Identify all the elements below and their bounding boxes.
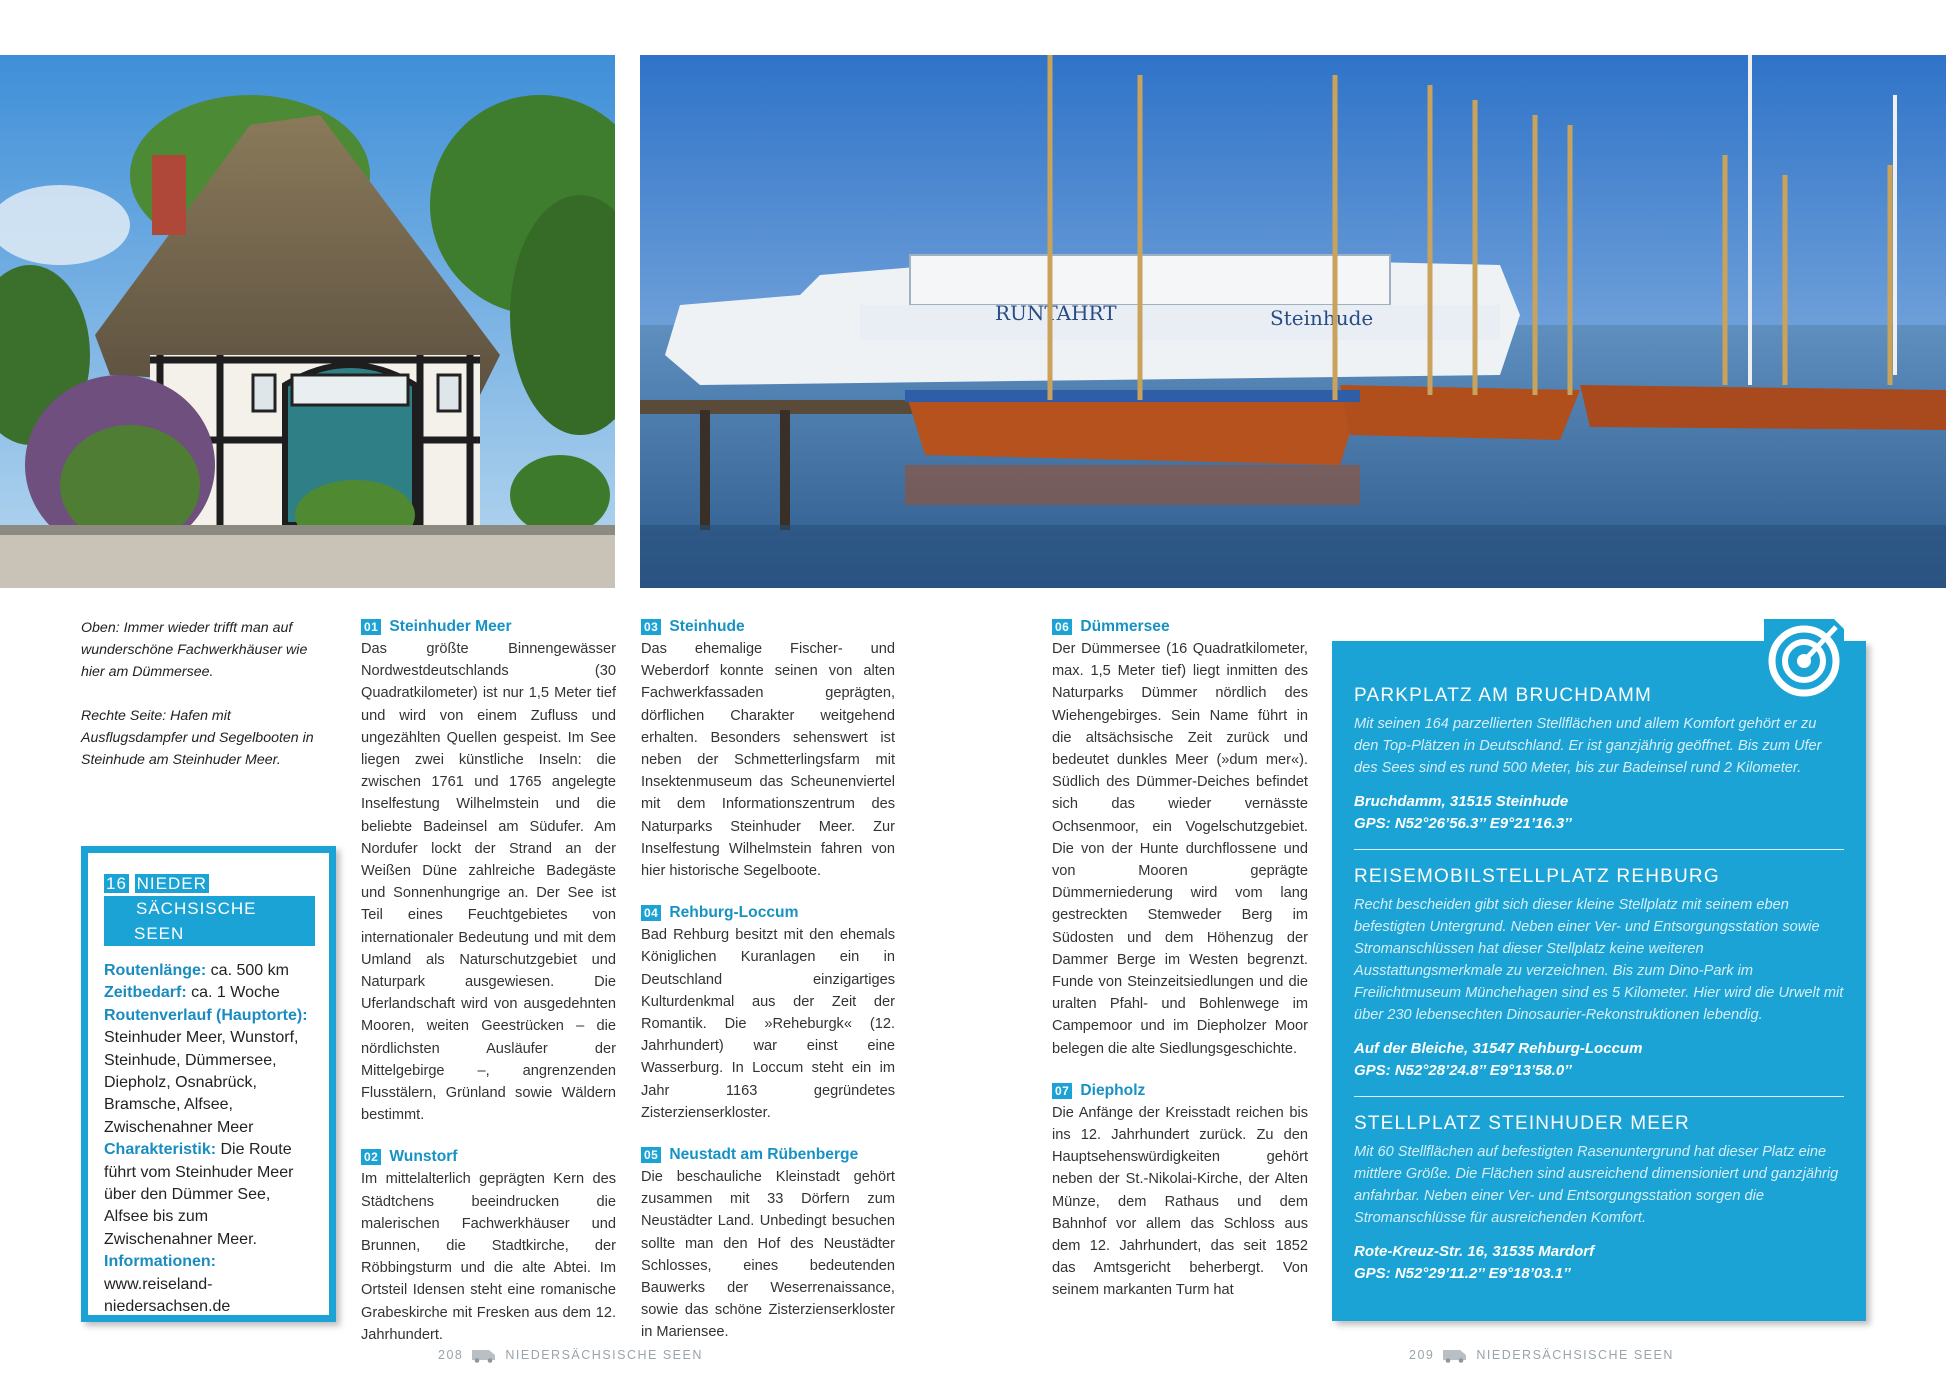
parking-entry <box>1354 1096 1844 1285</box>
route-information: Informationen: www.reiseland-niedersachsen.de <box>104 1253 231 1316</box>
section-rehburg-loccum <box>641 902 895 1124</box>
section-number: 05 <box>641 1147 661 1163</box>
section-number: 06 <box>1052 619 1072 635</box>
ship-name-2: Steinhude <box>1270 306 1374 330</box>
parking-description: Mit 60 Stellflächen auf befestigten Rasenuntergrund hat dieser Platz eine mittlere Größe. Die Flächen sind ausreichend dimensioniert und ganzjährig anfahrbar. Neben einer Ver- und Entsorgungsstation sorgen die Stromanschlüsse für ausreichenden Komfort. <box>1354 1144 1839 1226</box>
page-number-right: 209 <box>1409 1348 1435 1362</box>
section-text: Die beschauliche Kleinstadt gehört zusammen mit 33 Dörfern zum Neustädter Land. Unbedingt besuchen sollte man den Hof des Neustädter Schlosses, eines bedeutenden Bauwerks der Weserrenaissance, sowie das schöne Zisterzienserkloster in Mariensee. <box>641 1169 895 1341</box>
section-text: Das größte Binnengewässer Nordwestdeutschlands (30 Quadratkilometer) ist nur 1,5 Meter tief und wird von einem Zufluss und ungezählten Quellen gespeist. Im See liegen zwei künstliche Inseln: die zwischen 1761 und 1765 angelegte Inselfestung Wilhelmstein und die beliebte Badeinsel am Südufer. Am Nordufer lockt der Strand an der Weißen Düne zahlreiche Badegäste und Sonnenhungrige an. Der See ist Teil eines Feuchtgebietes von internationaler Bedeutung und mit dem Umland als Naturschutzgebiet und Naturpark ausgewiesen. Die Uferlandschaft wird von ausgedehnten Mooren, weiten Geestrücken – die nördlichsten Ausläufer der Mittelgebirge –, angrenzenden Flusstälern, Grünland sowie Wäldern bestimmt. <box>361 641 616 1124</box>
footer-left <box>438 1347 703 1363</box>
parking-description: Recht bescheiden gibt sich dieser kleine Stellplatz mit seinem eben befestigten Untergrund. Neben einer Ver- und Entsorgungsstation sowie Stromanschlüssen hat dieser Stellplatz keine weiteren Ausstattungsmerkmale zu verzeichnen. Bis zum Dino-Park im Freilichtmuseum Münchehagen sind es 5 Kilometer. Hier wird die Urwelt mit über 230 lebensechten Dinosaurier-Rekonstruktionen lebendig. <box>1354 897 1844 1023</box>
parking-title: REISEMOBILSTELLPLATZ REHBURG <box>1354 866 1720 887</box>
camper-van-icon <box>1442 1347 1468 1363</box>
section-wunstorf <box>361 1146 616 1346</box>
section-title: Rehburg-Loccum <box>669 904 799 922</box>
section-duemmersee <box>1052 616 1308 1060</box>
section-diepholz <box>1052 1080 1308 1302</box>
parking-address: Bruchdamm, 31515 Steinhude <box>1354 793 1569 810</box>
parking-title: STELLPLATZ STEINHUDER MEER <box>1354 1113 1690 1134</box>
route-number: 16 <box>106 874 127 893</box>
section-title: Wunstorf <box>389 1148 458 1166</box>
parking-description: Mit seinen 164 parzellierten Stellflächen und allem Komfort gehört er zu den Top-Plätzen in Deutschland. Er ist ganzjährig geöffnet. Bis zum Ufer des Sees sind es rund 500 Meter, bis zur Badeinsel rund 2 Kilometer. <box>1354 716 1822 776</box>
parking-gps: GPS: N52°29’11.2’’ E9°18’03.1’’ <box>1354 1265 1571 1282</box>
parking-gps: GPS: N52°26’56.3’’ E9°21’16.3’’ <box>1354 815 1572 832</box>
section-number: 04 <box>641 905 661 921</box>
parking-entry <box>1354 683 1844 835</box>
section-steinhuder-meer <box>361 616 616 1126</box>
section-text: Die Anfänge der Kreisstadt reichen bis ins 12. Jahrhundert zurück. Zu den Hauptsehenswürdigkeiten gehört neben der St.-Nikolai-Kirche, der Alten Münze, dem Rathaus und dem Bahnhof vor allem das Schloss aus dem 12. Jahrhundert, das seit 1852 das Amtsgericht beherbergt. Von seinem markanten Turm hat <box>1052 1104 1308 1299</box>
caption-top: Oben: Immer wieder trifft man auf wunderschöne Fachwerkhäuser wie hier am Dümmersee. <box>81 620 308 680</box>
caption-right: Rechte Seite: Hafen mit Ausflugsdampfer und Segelbooten in Steinhude am Steinhuder Meer. <box>81 708 314 768</box>
footer-section-left: NIEDERSÄCHSISCHE SEEN <box>505 1348 703 1362</box>
route-title-line1: NIEDER <box>136 874 207 893</box>
section-number: 03 <box>641 619 661 635</box>
section-text: Bad Rehburg besitzt mit den ehemals Königlichen Kuranlagen ein in Deutschland einzigartiges Kulturdenkmal aus der Zeit der Romantik. Die »Reheburgk« (12. Jahrhundert) war einst eine Wasserburg. In Loccum steht ein im Jahr 1163 gegründetes Zisterzienserkloster. <box>641 927 895 1121</box>
section-number: 07 <box>1052 1083 1072 1099</box>
target-icon <box>1760 609 1852 701</box>
parking-title: PARKPLATZ AM BRUCHDAMM <box>1354 685 1653 706</box>
section-text: Im mittelalterlich geprägten Kern des Städtchens beeindrucken die malerischen Fachwerkhäuser und Brunnen, die Stadtkirche, der Röbbingsturm und die alte Abtei. Im Ortsteil Idensen steht eine romanische Grabeskirche mit Fresken aus dem 12. Jahrhundert. <box>361 1171 616 1343</box>
route-info-title <box>104 871 315 946</box>
column-3 <box>1052 616 1308 1302</box>
section-text: Das ehemalige Fischer- und Weberdorf konnte seinen von alten Fachwerkfassaden geprägten, dörflichen Charakter weitgehend erhalten. Besonders sehenswert ist neben der Schmetterlingsfarm mit Insektenmuseum das Scheunenviertel mit dem Informationszentrum des Naturparks Steinhuder Meer. Zur Inselfestung Wilhelmstein fahren von hier historische Segelboote. <box>641 641 895 880</box>
photo-caption <box>81 617 333 793</box>
column-2 <box>641 616 895 1344</box>
parking-address: Auf der Bleiche, 31547 Rehburg-Loccum <box>1354 1040 1643 1057</box>
section-title: Dümmersee <box>1080 618 1170 635</box>
route-title-line2: SÄCHSISCHE SEEN <box>134 899 257 943</box>
footer-section-right: NIEDERSÄCHSISCHE SEEN <box>1476 1348 1674 1362</box>
route-info-body <box>104 960 315 1319</box>
section-text: Der Dümmersee (16 Quadratkilometer, max. 1,5 Meter tief) liegt inmitten des Naturparks Dümmer nördlich des Wiehengebirges. Sein Name führt in die altsächsische Zeit zurück und bedeutet dunkles Meer (»dum mer«). Südlich des Dümmer-Deiches befindet sich das wieder vernässte Ochsenmoor, ein Vogelschutzgebiet. Die von der Hunte durchflossene und von Mooren geprägte Dümmerniederung wird vom lang gestreckten Stemweder Berg im Südosten und dem Höhenzug der Dammer Berge im Westen begrenzt. Funde von Steinzeitsiedlungen und die uralten Pfahl- und Bohlenwege im Campemoor und im Diepholzer Moor belegen die alte Siedlungsgeschichte. <box>1052 641 1308 1057</box>
route-info-box <box>81 846 336 1322</box>
section-title: Steinhuder Meer <box>389 618 512 635</box>
ship-name-1: RUNTAHRT <box>995 301 1117 325</box>
route-character: Charakteristik: Die Route führt vom Steinhuder Meer über den Dümmer See, Alfsee bis zum Zwischenahner Meer. <box>104 1141 294 1248</box>
route-length: Routenlänge: ca. 500 km <box>104 962 289 979</box>
photo-harbour-steinhude <box>640 55 1946 588</box>
camper-van-icon <box>471 1347 497 1363</box>
section-neustadt <box>641 1144 895 1344</box>
page-number-left: 208 <box>438 1348 464 1362</box>
column-1 <box>361 616 616 1346</box>
section-steinhude <box>641 616 895 882</box>
parking-address: Rote-Kreuz-Str. 16, 31535 Mardorf <box>1354 1243 1595 1260</box>
parking-entry <box>1354 849 1844 1082</box>
section-number: 01 <box>361 619 381 635</box>
parking-gps: GPS: N52°28’24.8’’ E9°13’58.0’’ <box>1354 1062 1572 1079</box>
section-title: Neustadt am Rübenberge <box>669 1146 859 1164</box>
photo-thatched-house <box>0 55 615 588</box>
parking-info-box <box>1332 641 1866 1321</box>
section-number: 02 <box>361 1149 381 1165</box>
route-duration: Zeitbedarf: ca. 1 Woche <box>104 984 280 1002</box>
section-title: Diepholz <box>1080 1081 1146 1099</box>
route-course: Routenverlauf (Hauptorte): Steinhuder Meer, Wunstorf, Steinhude, Dümmersee, Diepholz, Osnabrück, Bramsche, Alfsee, Zwischenahner Meer <box>104 1006 308 1136</box>
section-title: Steinhude <box>669 618 745 635</box>
footer-right <box>1409 1347 1674 1363</box>
